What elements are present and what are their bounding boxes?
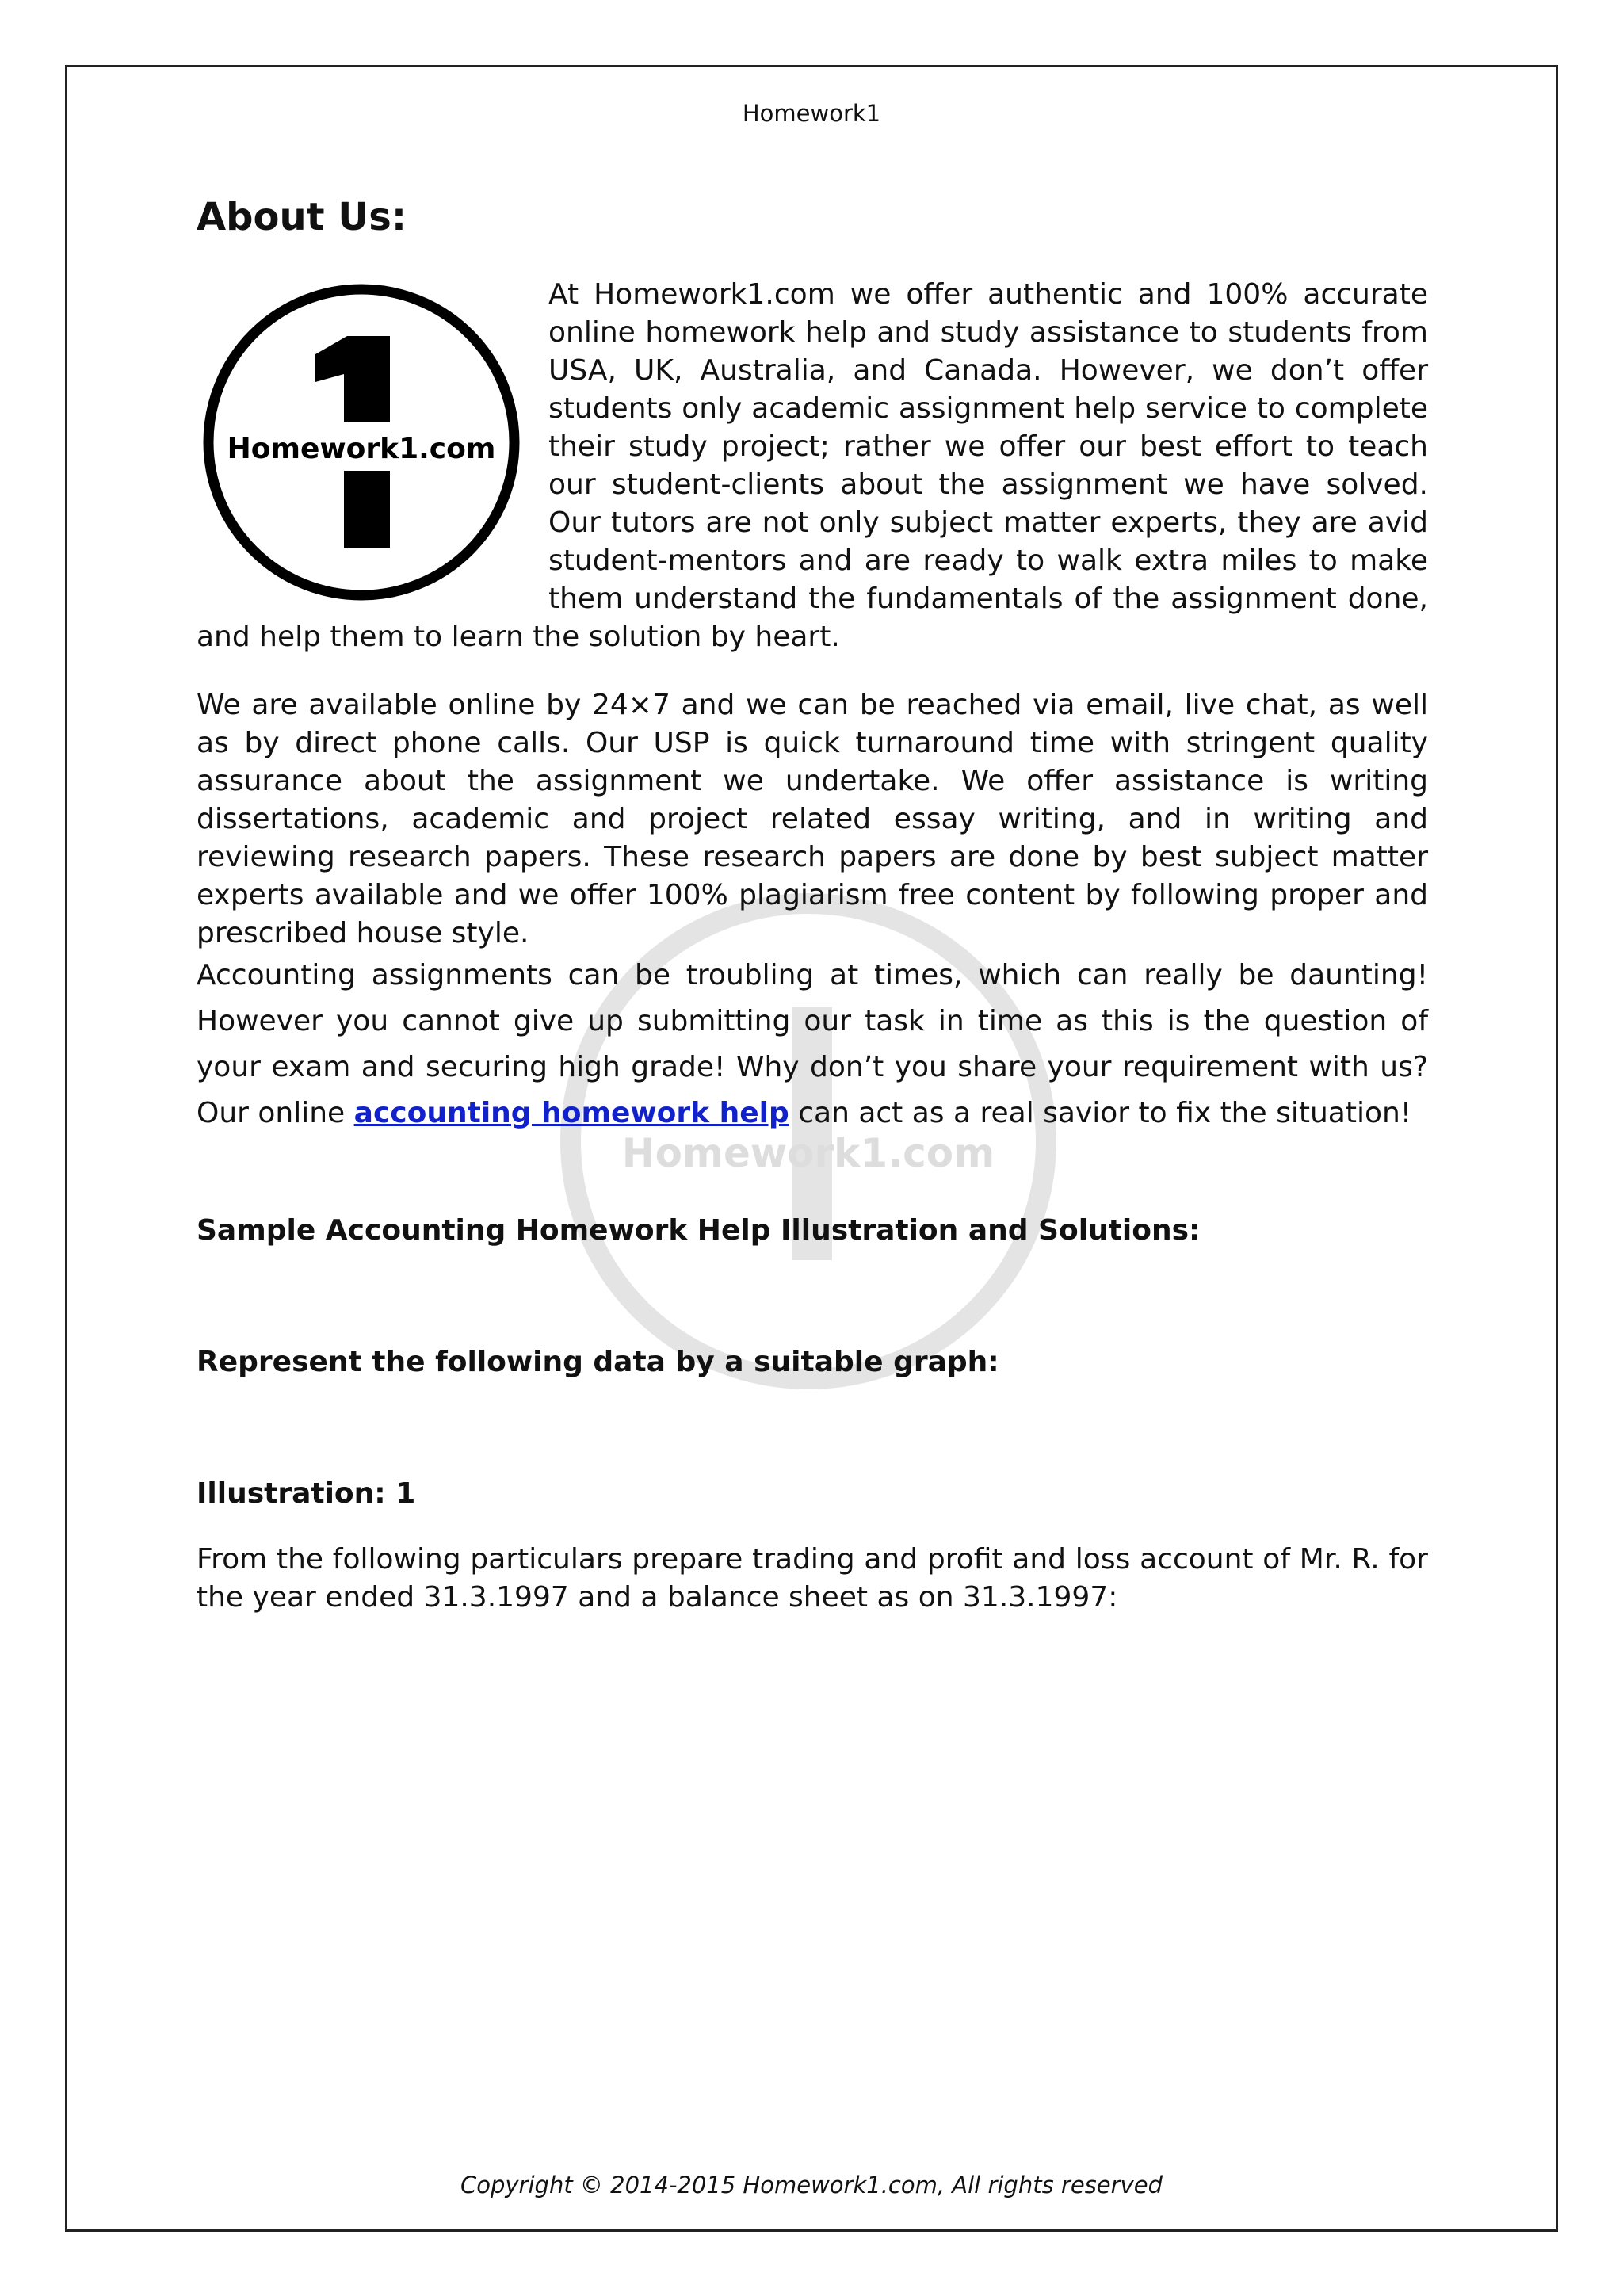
about-paragraph-1 <box>197 276 1428 656</box>
logo-text: Homework1.com <box>227 433 496 465</box>
illustration-text: From the following particulars prepare trading and profit and loss account of Mr. R. for the year ended 31.3.1997 and a balance sheet as on 31.3.1997: <box>197 1543 1428 1614</box>
about-paragraph-1-text: At Homework1.com we offer authentic and 100% accurate online homework help and study assistance to students from USA, UK, Australia, and Canada. However, we don’t offer students only academic assignment help service to complete their study project; rather we offer our best effort to teach our student-clients about the assignment we have solved. Our tutors are not only subject matter experts, they are avid student-mentors and are ready to walk extra miles to make them understand the fundamentals of the assignment done, and help them to learn the solution by heart. <box>197 278 1428 653</box>
page-header: Homework1 <box>742 100 881 127</box>
sample-heading: Sample Accounting Homework Help Illustration and Solutions: <box>197 1214 1201 1247</box>
about-us-title: About Us: <box>197 195 407 239</box>
about-paragraph-3 <box>197 953 1428 1137</box>
watermark-text: Homework1.com <box>621 1130 995 1176</box>
accounting-homework-help-link[interactable]: accounting homework help <box>353 1097 789 1129</box>
page-footer: Copyright © 2014-2015 Homework1.com, All rights reserved <box>460 2172 1163 2199</box>
about-paragraph-3-end: can act as a real savior to fix the situation! <box>789 1097 1412 1129</box>
represent-heading: Represent the following data by a suitable graph: <box>197 1346 999 1378</box>
illustration-heading: Illustration: 1 <box>197 1477 416 1510</box>
about-paragraph-3-text: Accounting assignments can be troubling at times, which can really be daunting! However you cannot give up submitting our task in time as this is the question of your exam and securing high grade! Why don’t you share your requirement with us? Our online <box>197 959 1428 1129</box>
about-paragraph-2: We are available online by 24×7 and we can be reached via email, live chat, as well as by direct phone calls. Our USP is quick turnaround time with stringent quality assurance about the assignment we undertake. We offer assistance is writing dissertations, academic and project related essay writing, and in writing and reviewing research papers. These research papers are done by best subject matter experts available and we offer 100% plagiarism free content by following proper and prescribed house style. <box>197 689 1428 949</box>
